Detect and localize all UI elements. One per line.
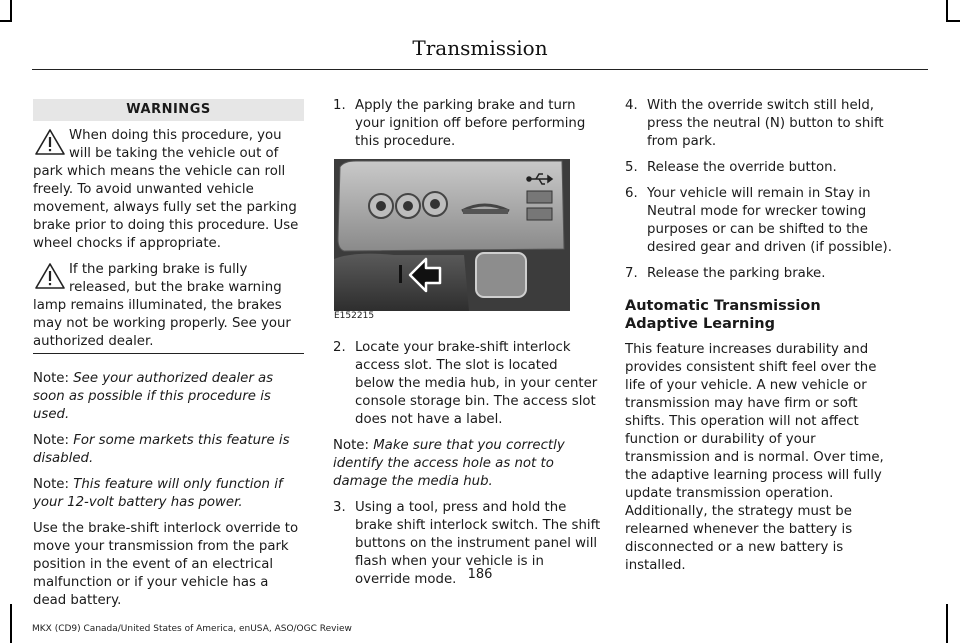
body-paragraph: This feature increases durability and provides consistent shift feel over the life of your vehicle. A new vehicle or transmission may have firm or soft shifts. This operation will not affect function or durability of your transmission and is normal. Over time, the adaptive learning process will fully update transmission operation. Additionally, the strategy must be relearned whenever the battery is disconnected or a new battery is installed. [625, 342, 884, 573]
crop-mark-bl-v [10, 604, 12, 643]
note [333, 437, 601, 491]
step-2 [333, 339, 601, 429]
figure-code: E152215 [334, 311, 375, 321]
step-text: Using a tool, press and hold the brake shift interlock switch. The shift buttons on the instrument panel will flash when your vehicle is in override mode. [355, 500, 601, 587]
step-6 [625, 185, 895, 257]
note-text: See your authorized dealer as soon as possible if this procedure is used. [33, 371, 274, 422]
body-paragraph: Use the brake-shift interlock override to move your transmission from the park position in the event of an electrical malfunction or if your vehicle has a dead battery. [33, 521, 299, 608]
step-text: Apply the parking brake and turn your ignition off before performing this procedure. [355, 98, 586, 149]
page-number: 186 [467, 567, 493, 582]
step-5 [625, 159, 895, 177]
step-number: 2. [333, 340, 346, 355]
warnings-heading: WARNINGS [33, 99, 304, 121]
note-text: Make sure that you correctly identify the access hole as not to damage the media hub. [333, 438, 565, 489]
note-text: For some markets this feature is disabled. [33, 433, 290, 466]
step-text: Release the parking brake. [647, 266, 826, 281]
left-column [33, 99, 304, 618]
crop-mark-tl-h [0, 20, 12, 22]
step-text: Your vehicle will remain in Stay in Neutral mode for wrecker towing purposes or can be shifted to the desired gear and driven (if possible). [647, 186, 892, 255]
step-number: 1. [333, 98, 346, 113]
crop-mark-tr-v [946, 0, 948, 22]
note-label: Note: [33, 477, 69, 492]
step-7 [625, 265, 895, 283]
media-hub-illustration [334, 159, 570, 311]
media-hub-figure [334, 159, 570, 321]
step-number: 6. [625, 186, 638, 201]
step-text: With the override switch still held, press the neutral (N) button to shift from park. [647, 98, 884, 149]
step-number: 5. [625, 160, 638, 175]
warning-2 [33, 261, 304, 354]
warning-2-text: If the parking brake is fully released, but the brake warning lamp remains illuminated, the brakes may not be working properly. See your authorized dealer. [33, 262, 291, 349]
warning-1 [33, 127, 304, 253]
step-1 [333, 97, 601, 151]
right-column [625, 97, 895, 583]
note-label: Note: [33, 371, 69, 386]
crop-mark-tr-h [946, 20, 960, 22]
step-number: 3. [333, 500, 346, 515]
note-3 [33, 476, 304, 512]
crop-mark-tl-v [10, 0, 12, 22]
note-label: Note: [333, 438, 369, 453]
middle-column [333, 97, 601, 597]
warning-triangle-icon [33, 127, 67, 157]
step-4 [625, 97, 895, 151]
warning-triangle-icon [33, 261, 67, 291]
note-label: Note: [33, 433, 69, 448]
header-rule [32, 69, 928, 70]
note-2 [33, 432, 304, 468]
note-text: This feature will only function if your 12-volt battery has power. [33, 477, 283, 510]
step-number: 7. [625, 266, 638, 281]
note-1 [33, 370, 304, 424]
crop-mark-br-v [946, 604, 948, 643]
footer-text: MKX (CD9) Canada/United States of America, enUSA, ASO/OGC Review [32, 624, 352, 634]
section-heading: Automatic Transmission Adaptive Learning [625, 298, 821, 332]
step-number: 4. [625, 98, 638, 113]
page-header-title: Transmission [412, 36, 548, 60]
warning-1-text: When doing this procedure, you will be taking the vehicle out of park which means the vehicle can roll freely. To avoid unwanted vehicle movement, always fully set the parking brake prior to doing this procedure. Use wheel chocks if appropriate. [33, 128, 299, 251]
step-text: Locate your brake-shift interlock access slot. The slot is located below the media hub, in your center console storage bin. The access slot does not have a label. [355, 340, 598, 427]
step-text: Release the override button. [647, 160, 837, 175]
